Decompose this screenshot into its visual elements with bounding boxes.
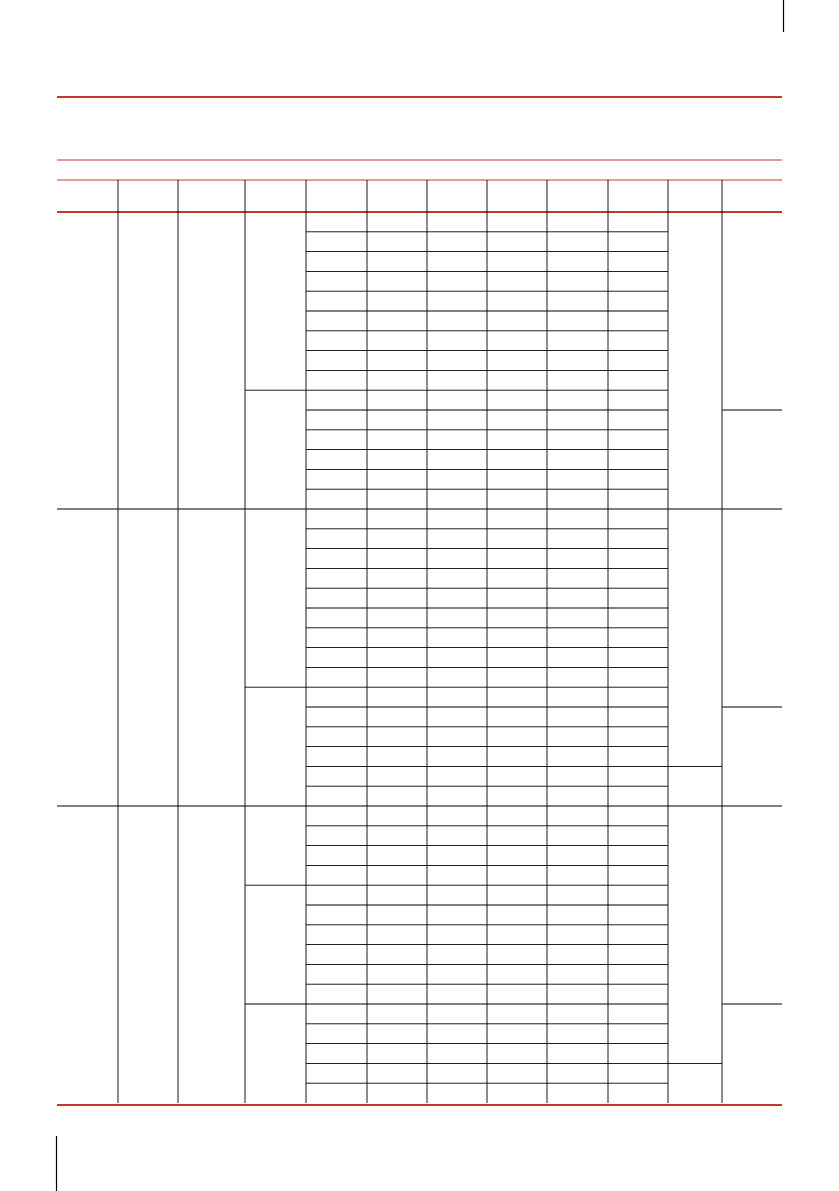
header-row — [118, 180, 722, 212]
table-grid — [57, 212, 782, 1103]
